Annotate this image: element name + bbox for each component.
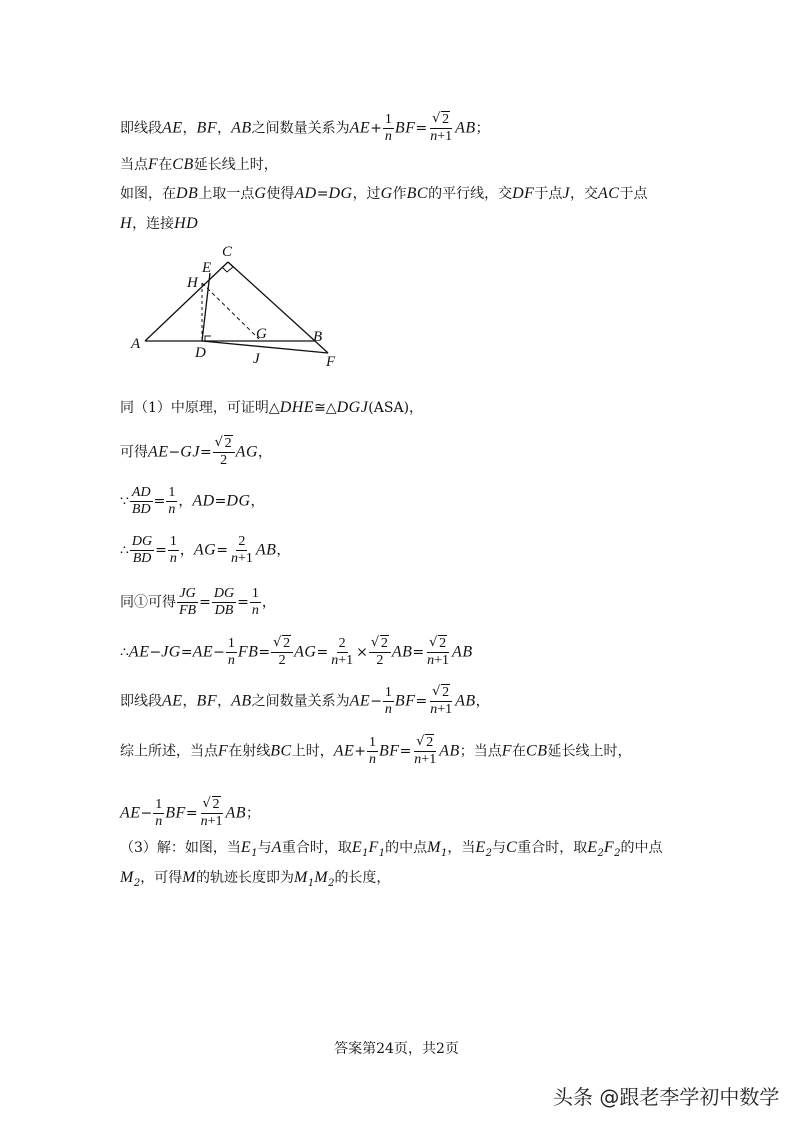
label-G: G <box>256 326 267 342</box>
text-line-13: AE− $\frac{1}{n}$ BF= √ $\frac{2}{n+1}$ AB； <box>120 797 260 830</box>
text-line-7: ∵ $\frac{AD}{BD}$ = $\frac{1}{n}$ ，AD=DG， <box>120 485 265 517</box>
page-footer: 答案第24页，共2页 <box>334 1041 459 1057</box>
text-line-5: 同（1）中原理，可证明△DHE≅△DGJ(ASA)， <box>120 399 424 416</box>
text-line-10: ∴AE−JG=AE− $\frac{1}{n}$ FB= √ $\frac{2}{2}$ AG= $\frac{2}{n+1}$ × √ $\frac{2}{2}$ AB= √ $\frac{2}{n+1}$ AB <box>120 636 473 669</box>
text-line-6: 可得AE−GJ= √ $\frac{2}{2}$ AG， <box>120 436 272 469</box>
label-A: A <box>131 336 141 352</box>
text-line-1: 即线段AE，BF，AB之间数量关系为AE+ $\frac{1}{n}$ BF= √ $\frac{2}{n+1}$ AB； <box>120 112 490 145</box>
watermark: 头条 @跟老李学初中数学 <box>553 1085 780 1109</box>
label-C: C <box>222 244 233 260</box>
text-line-14: （3）解：如图，当$E_1$与A重合时，取$E_1F_1$的中点$M_1$，当$E_2$与C重合时，取$E_2F_2$的中点 <box>120 839 663 859</box>
label-D: D <box>195 345 206 361</box>
text-line-3: 如图，在DB上取一点G使得AD=DG，过G作BC的平行线，交DF于点J，交AC于点 <box>120 185 648 202</box>
text-line-9: 同①可得 $\frac{JG}{FB}$ = $\frac{DG}{DB}$ = $\frac{1}{n}$ ， <box>120 586 276 618</box>
label-J: J <box>253 351 260 367</box>
text-line-8: ∴ $\frac{DG}{BD}$ = $\frac{1}{n}$ ，AG= $\frac{2}{n+1}$ AB， <box>120 534 291 566</box>
label-B: B <box>313 329 323 345</box>
text-line-4: H，连接HD <box>120 215 199 232</box>
text-line-2: 当点F在CB延长线上时， <box>120 156 278 173</box>
text-line-15: $M_2$，可得M的轨迹长度即为$M_1M_2$的长度， <box>120 869 391 889</box>
label-F: F <box>326 354 336 370</box>
text-line-11: 即线段AE，BF，AB之间数量关系为AE− $\frac{1}{n}$ BF= √ $\frac{2}{n+1}$ AB， <box>120 685 490 718</box>
label-E: E <box>202 260 212 276</box>
geometry-figure <box>125 240 355 370</box>
text-line-12: 综上所述，当点F在射线BC上时，AE+ $\frac{1}{n}$ BF= √ $\frac{2}{n+1}$ AB；当点F在CB延长线上时， <box>120 735 631 768</box>
label-H: H <box>187 275 198 291</box>
